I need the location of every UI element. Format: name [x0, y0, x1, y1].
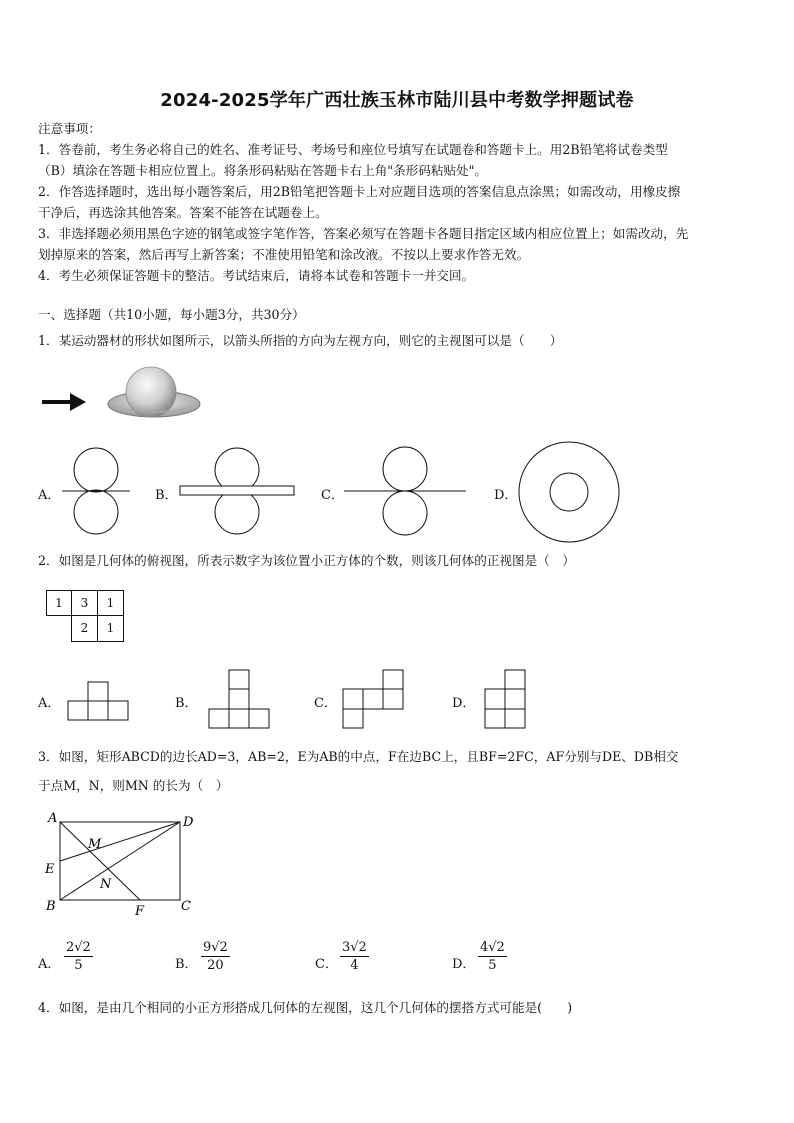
q3-option-b-fraction [201, 940, 230, 973]
notice-line: 1．答卷前，考生务必将自己的姓名、准考证号、考场号和座位号填写在试题卷和答题卡上。用2B铅笔将试卷类型 [38, 142, 668, 157]
q2-option-d-figure [484, 668, 528, 730]
q2-option-b-figure [208, 668, 272, 730]
notice-heading: 注意事项： [38, 121, 101, 136]
notice-line: 4．考生必须保证答题卡的整洁。考试结束后，请将本试卷和答题卡一并交回。 [38, 268, 475, 283]
numerator: 9√2 [203, 940, 228, 955]
q2-option-a-figure [67, 680, 131, 722]
question-3-text [38, 746, 760, 796]
label-d: D [183, 815, 194, 830]
grid-cell: 2 [71, 615, 98, 642]
notice-line: 2．作答选择题时，选出每小题答案后，用2B铅笔把答题卡上对应题目选项的答案信息点涂黑；如需改动，用橡皮擦 [38, 184, 681, 199]
question-3-line: 3．如图，矩形ABCD的边长AD=3，AB=2，E为AB的中点，F在边BC上，且BF=2FC，AF分别与DE、DB相交 [38, 749, 679, 764]
q3-option-c-fraction [340, 940, 369, 973]
label-e: E [45, 862, 55, 877]
q3-option-d-label: D． [452, 957, 476, 972]
q1-option-a-figure [60, 446, 132, 536]
q3-option-a-fraction [64, 940, 93, 973]
q2-option-c-figure [342, 668, 406, 730]
question-2-text: 2．如图是几何体的俯视图，所表示数字为该位置小正方体的个数，则该几何体的正视图是（ ） [38, 553, 575, 568]
q3-rectangle-figure [40, 810, 200, 920]
q1-option-d-label: D． [494, 488, 518, 503]
q3-option-a-label: A． [38, 957, 61, 972]
label-f: F [135, 904, 145, 919]
notice-line: 划掉原来的答案，然后再写上新答案；不准使用铅笔和涂改液。不按以上要求作答无效。 [38, 247, 530, 262]
notice-line: （B）填涂在答题卡相应位置上。将条形码粘贴在答题卡右上角"条形码粘贴处"。 [38, 163, 488, 178]
label-a: A [48, 811, 58, 826]
notice-line: 3．非选择题必须用黑色字迹的钢笔或签字笔作答，答案必须写在答题卡各题目指定区域内相应位置上；如需改动，先 [38, 226, 689, 241]
q2-option-b-label: B． [175, 696, 198, 711]
q3-option-d-fraction [478, 940, 507, 973]
question-4-text: 4．如图，是由几个相同的小正方形搭成几何体的左视图，这几个几何体的摆搭方式可能是( ) [38, 1000, 573, 1015]
q2-top-view-grid [46, 590, 126, 642]
q2-option-d-label: D． [452, 696, 476, 711]
question-1-text: 1．某运动器材的形状如图所示，以箭头所指的方向为左视方向，则它的主视图可以是（ ） [38, 333, 563, 348]
label-n: N [100, 877, 112, 892]
numerator: 2√2 [66, 940, 91, 955]
grid-cell: 3 [71, 590, 98, 616]
page-title: 2024-2025学年广西壮族玉林市陆川县中考数学押题试卷 [160, 90, 634, 111]
question-3-line: 于点M，N，则MN 的长为（ ） [38, 778, 229, 793]
q1-option-c-figure [340, 446, 470, 536]
q1-sports-equipment-figure [38, 360, 203, 436]
denominator: 4 [350, 958, 359, 973]
denominator: 5 [74, 958, 83, 973]
q1-option-b-figure [176, 446, 298, 536]
label-b: B [46, 899, 56, 914]
grid-cell: 1 [97, 615, 124, 642]
notice-section [38, 118, 760, 286]
grid-cell: 1 [46, 590, 72, 616]
denominator: 5 [488, 958, 497, 973]
grid-cell: 1 [97, 590, 124, 616]
q1-option-d-figure [516, 440, 622, 544]
numerator: 4√2 [480, 940, 505, 955]
label-m: M [88, 837, 102, 852]
numerator: 3√2 [342, 940, 367, 955]
label-c: C [181, 899, 191, 914]
q2-option-c-label: C． [314, 696, 337, 711]
q3-option-c-label: C． [315, 957, 338, 972]
denominator: 20 [207, 958, 224, 973]
q3-option-b-label: B． [175, 957, 198, 972]
q1-option-b-label: B． [155, 488, 178, 503]
q2-option-a-label: A． [38, 696, 61, 711]
notice-line: 干净后，再选涂其他答案。答案不能答在试题卷上。 [38, 205, 328, 220]
q1-option-c-label: C． [321, 488, 344, 503]
q1-option-a-label: A． [38, 488, 61, 503]
section-heading: 一、选择题（共10小题，每小题3分，共30分） [38, 307, 305, 322]
